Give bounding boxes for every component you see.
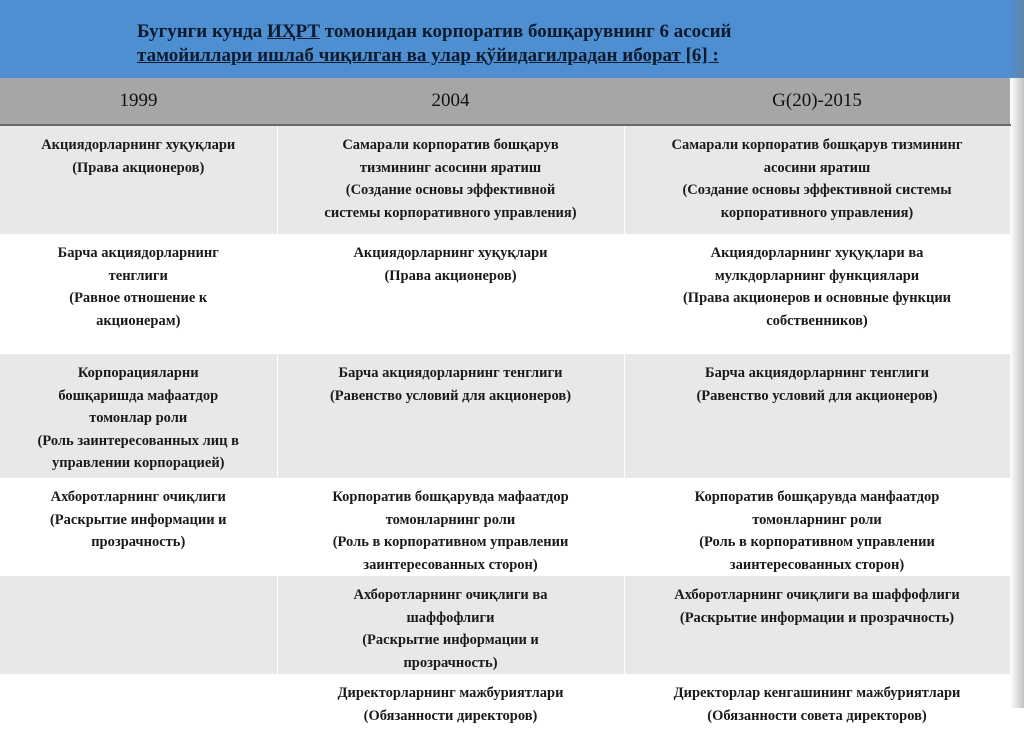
cell-line: Ахборотларнинг очиқлиги ва шаффофлиги	[674, 587, 960, 603]
column-header-g20-2015: G(20)-2015	[624, 78, 1010, 125]
cell-line: (Равенство условий для акционеров)	[696, 387, 938, 404]
table-cell	[0, 234, 277, 354]
table-row	[0, 234, 1010, 354]
table-cell	[277, 234, 624, 354]
cell-line: мулкдорларнинг функциялари	[714, 267, 920, 284]
title-line-1	[137, 20, 1024, 44]
title-bar	[0, 0, 1024, 78]
cell-line: шаффофлиги	[406, 609, 495, 626]
cell-line: томонларнинг роли	[752, 511, 882, 528]
cell-line: (Обязанности директоров)	[363, 707, 538, 724]
cell-line: (Равенство условий для акционеров)	[329, 387, 572, 404]
column-header-1999: 1999	[0, 78, 277, 125]
cell-line: системы корпоративного управления)	[324, 204, 577, 221]
cell-line: асосини яратиш	[763, 159, 871, 176]
cell-line: (Равное отношение к	[69, 290, 208, 306]
cell-line: прозрачность)	[403, 654, 498, 671]
cell-line: Директорлар кенгашининг мажбуриятлари	[673, 685, 961, 701]
cell-line: бошқаришда мафаатдор	[58, 387, 219, 404]
table-cell	[0, 576, 277, 674]
cell-line: Акциядорларнинг хуқуқлари	[353, 245, 548, 261]
cell-line: (Обязанности совета директоров)	[707, 707, 927, 724]
table-cell	[624, 125, 1010, 234]
cell-line: Корпоратив бошқарувда мафаатдор	[332, 489, 569, 505]
cell-line: Ахборотларнинг очиқлиги ва	[353, 587, 548, 603]
table-cell	[0, 354, 277, 478]
cell-line: Барча акциядорларнинг тенглиги	[338, 365, 563, 381]
cell-line: (Раскрытие информации и	[49, 511, 227, 528]
table-cell	[0, 478, 277, 576]
cell-line: тенглиги	[108, 267, 168, 284]
title-prefix: Бугунги кунда	[137, 21, 267, 42]
table-row	[0, 576, 1010, 674]
cell-line: Самарали корпоратив бошқарув тизмининг	[671, 137, 963, 153]
table-cell	[624, 576, 1010, 674]
table-row	[0, 478, 1010, 576]
title-abbreviation: ИҲРТ	[266, 21, 320, 42]
column-header-2004: 2004	[277, 78, 624, 125]
cell-line: (Роль в корпоративном управлении	[699, 534, 935, 550]
table-row	[0, 354, 1010, 478]
cell-line: (Создание основы эффективной системы	[682, 182, 952, 198]
cell-line: (Раскрытие информации и прозрачность)	[679, 609, 955, 626]
cell-line: Самарали корпоратив бошқарув	[342, 137, 559, 153]
cell-line: (Раскрытие информации и	[362, 632, 539, 648]
table-cell	[277, 478, 624, 576]
principles-table	[0, 78, 1011, 734]
cell-line: (Права акционеров)	[384, 267, 517, 284]
table-row	[0, 674, 1010, 734]
cell-line: Корпоратив бошқарувда манфаатдор	[694, 489, 940, 505]
table-header-row	[0, 78, 1010, 125]
cell-line: Директорларнинг мажбуриятлари	[337, 685, 564, 701]
cell-line: Акциядорларнинг хуқуқлари ва	[710, 245, 924, 261]
cell-line: акционерам)	[96, 312, 181, 329]
table-cell	[624, 478, 1010, 576]
table-cell	[0, 125, 277, 234]
cell-line: Барча акциядорларнинг	[57, 245, 219, 261]
cell-line: (Права акционеров)	[72, 159, 205, 176]
cell-line: управлении корпорацией)	[51, 455, 225, 471]
table-body	[0, 125, 1010, 734]
cell-line: заинтересованных сторон)	[729, 556, 905, 573]
title-suffix: томонидан корпоратив бошқарувнинг 6 асосий	[320, 21, 732, 42]
cell-line: заинтересованных сторон)	[363, 556, 538, 573]
cell-line: собственников)	[766, 312, 868, 329]
table-cell	[0, 674, 277, 734]
cell-line: (Роль заинтересованных лиц в	[37, 432, 239, 449]
cell-line: тизмининг асосини яратиш	[359, 159, 542, 176]
cell-line: Корпорацияларни	[77, 365, 199, 381]
cell-line: (Роль в корпоративном управлении	[332, 534, 569, 550]
cell-line: Акциядорларнинг хуқуқлари	[41, 137, 236, 153]
table-cell	[624, 234, 1010, 354]
right-edge-shadow	[1010, 0, 1024, 708]
title-line-2: тамойиллари ишлаб чиқилган ва улар қўйидагилрадан иборат [6] :	[137, 45, 719, 66]
table-cell	[277, 125, 624, 234]
cell-line: корпоративного управления)	[720, 204, 914, 221]
table-cell	[277, 674, 624, 734]
cell-line: прозрачность)	[91, 534, 186, 550]
cell-line: томонлар роли	[89, 410, 188, 426]
table-cell	[624, 674, 1010, 734]
table-row	[0, 125, 1010, 234]
cell-line: (Создание основы эффективной	[345, 182, 556, 198]
cell-line: томонларнинг роли	[385, 511, 516, 528]
table-cell	[277, 576, 624, 674]
table-cell	[277, 354, 624, 478]
table-cell	[624, 354, 1010, 478]
cell-line: Ахборотларнинг очиқлиги	[50, 489, 226, 505]
cell-line: Барча акциядорларнинг тенглиги	[705, 365, 929, 381]
cell-line: (Права акционеров и основные функции	[682, 290, 952, 306]
